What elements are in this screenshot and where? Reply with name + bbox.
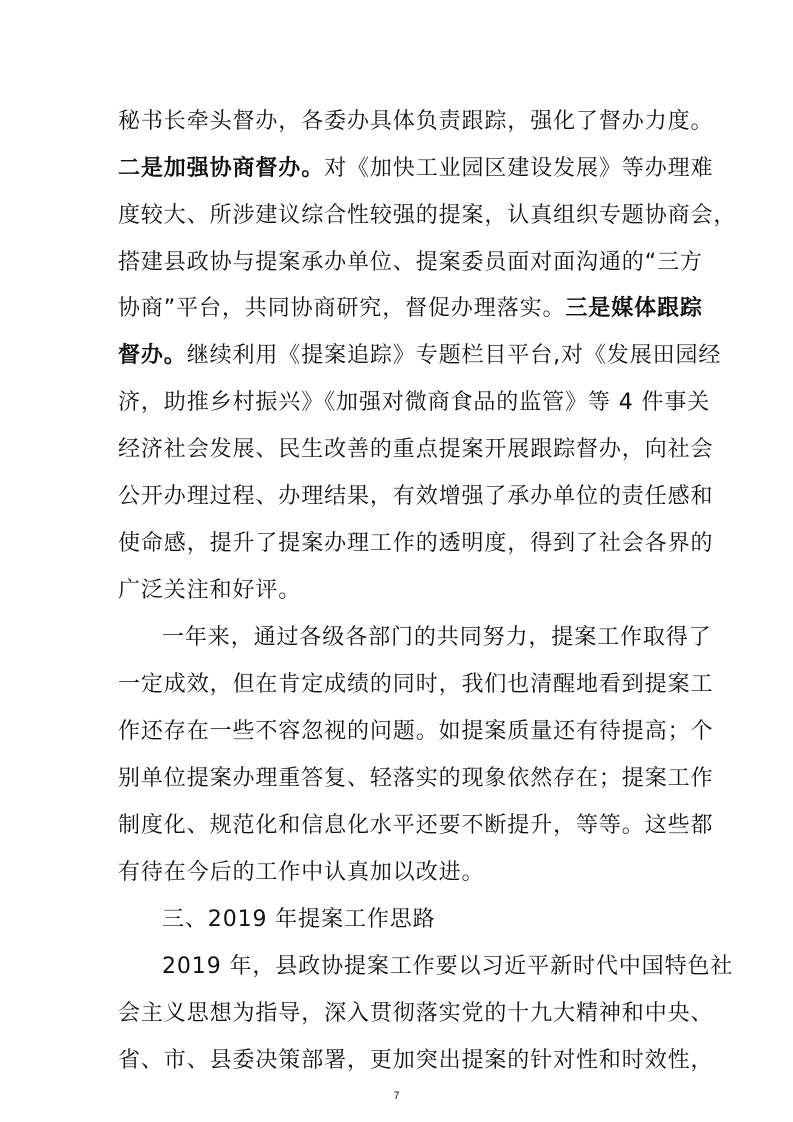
- text-run: 制度化、规范化和信息化水平还要不断提升，等等。这些都: [118, 813, 714, 838]
- text-run: 一年来，通过各级各部门的共同努力，提案工作取得了: [162, 625, 712, 650]
- text-line: [118, 528, 714, 560]
- text-line: [118, 810, 714, 842]
- text-run: 会主义思想为指导，深入贯彻落实党的十九大精神和中央、: [118, 1001, 714, 1026]
- text-run: 经济社会发展、民生改善的重点提案开展跟踪督办，向社会: [118, 437, 714, 462]
- bold-heading-run: 三是媒体跟踪: [565, 296, 703, 321]
- text-line: [118, 293, 703, 325]
- text-line: [118, 340, 722, 372]
- text-line: [118, 857, 690, 889]
- text-line: [118, 387, 711, 419]
- text-line: [162, 951, 734, 983]
- text-line: [118, 247, 703, 279]
- bold-heading-run: 督办。: [118, 343, 187, 368]
- text-run: 一定成效，但在肯定成绩的同时，我们也清醒地看到提案工: [118, 672, 714, 697]
- text-run: 作还存在一些不容忽视的问题。如提案质量还有待提高；个: [118, 719, 714, 744]
- text-run: 有待在今后的工作中认真加以改进。: [118, 860, 485, 885]
- text-run: 度较大、所涉建议综合性较强的提案，认真组织专题协商会，: [118, 203, 737, 228]
- text-run: 使命感，提升了提案办理工作的透明度，得到了社会各界的: [118, 531, 714, 556]
- text-line: [118, 106, 714, 138]
- text-line: [118, 763, 714, 795]
- text-line: [118, 153, 714, 185]
- text-run: 2019 年，县政协提案工作要以习近平新时代中国特色社: [162, 954, 734, 979]
- page-number: 7: [393, 1090, 400, 1102]
- text-run: 省、市、县委决策部署，更加突出提案的针对性和时效性，: [118, 1048, 714, 1073]
- bold-heading-run: 二是加强协商督办。: [118, 156, 325, 181]
- text-line: [118, 669, 714, 701]
- text-run: 对《加快工业园区建设发展》等办理难: [324, 156, 714, 181]
- text-run: 别单位提案办理重答复、轻落实的现象依然存在；提案工作: [118, 766, 714, 791]
- text-line: [118, 200, 737, 232]
- text-run: 秘书长牵头督办，各委办具体负责跟踪，强化了督办力度。: [118, 109, 714, 134]
- text-line: [118, 575, 690, 607]
- text-line: [118, 998, 714, 1030]
- text-line: [118, 481, 714, 513]
- text-line: [118, 716, 714, 748]
- text-line: [118, 434, 714, 466]
- text-run: 继续利用《提案追踪》专题栏目平台,对《发展田园经: [186, 343, 722, 368]
- text-run: 济，助推乡村振兴》《加强对微商食品的监管》等 4 件事关: [118, 390, 711, 415]
- text-run: 搭建县政协与提案承办单位、提案委员面对面沟通的“三方: [118, 250, 703, 275]
- text-run: 协商”平台，共同协商研究，督促办理落实。: [118, 296, 566, 321]
- section-heading-text: 三、2019 年提案工作思路: [162, 907, 436, 932]
- text-run: 广泛关注和好评。: [118, 578, 302, 603]
- text-run: 公开办理过程、办理结果，有效增强了承办单位的责任感和: [118, 484, 714, 509]
- text-line: [162, 622, 712, 654]
- section-heading: [162, 904, 690, 936]
- text-line: [118, 1045, 714, 1077]
